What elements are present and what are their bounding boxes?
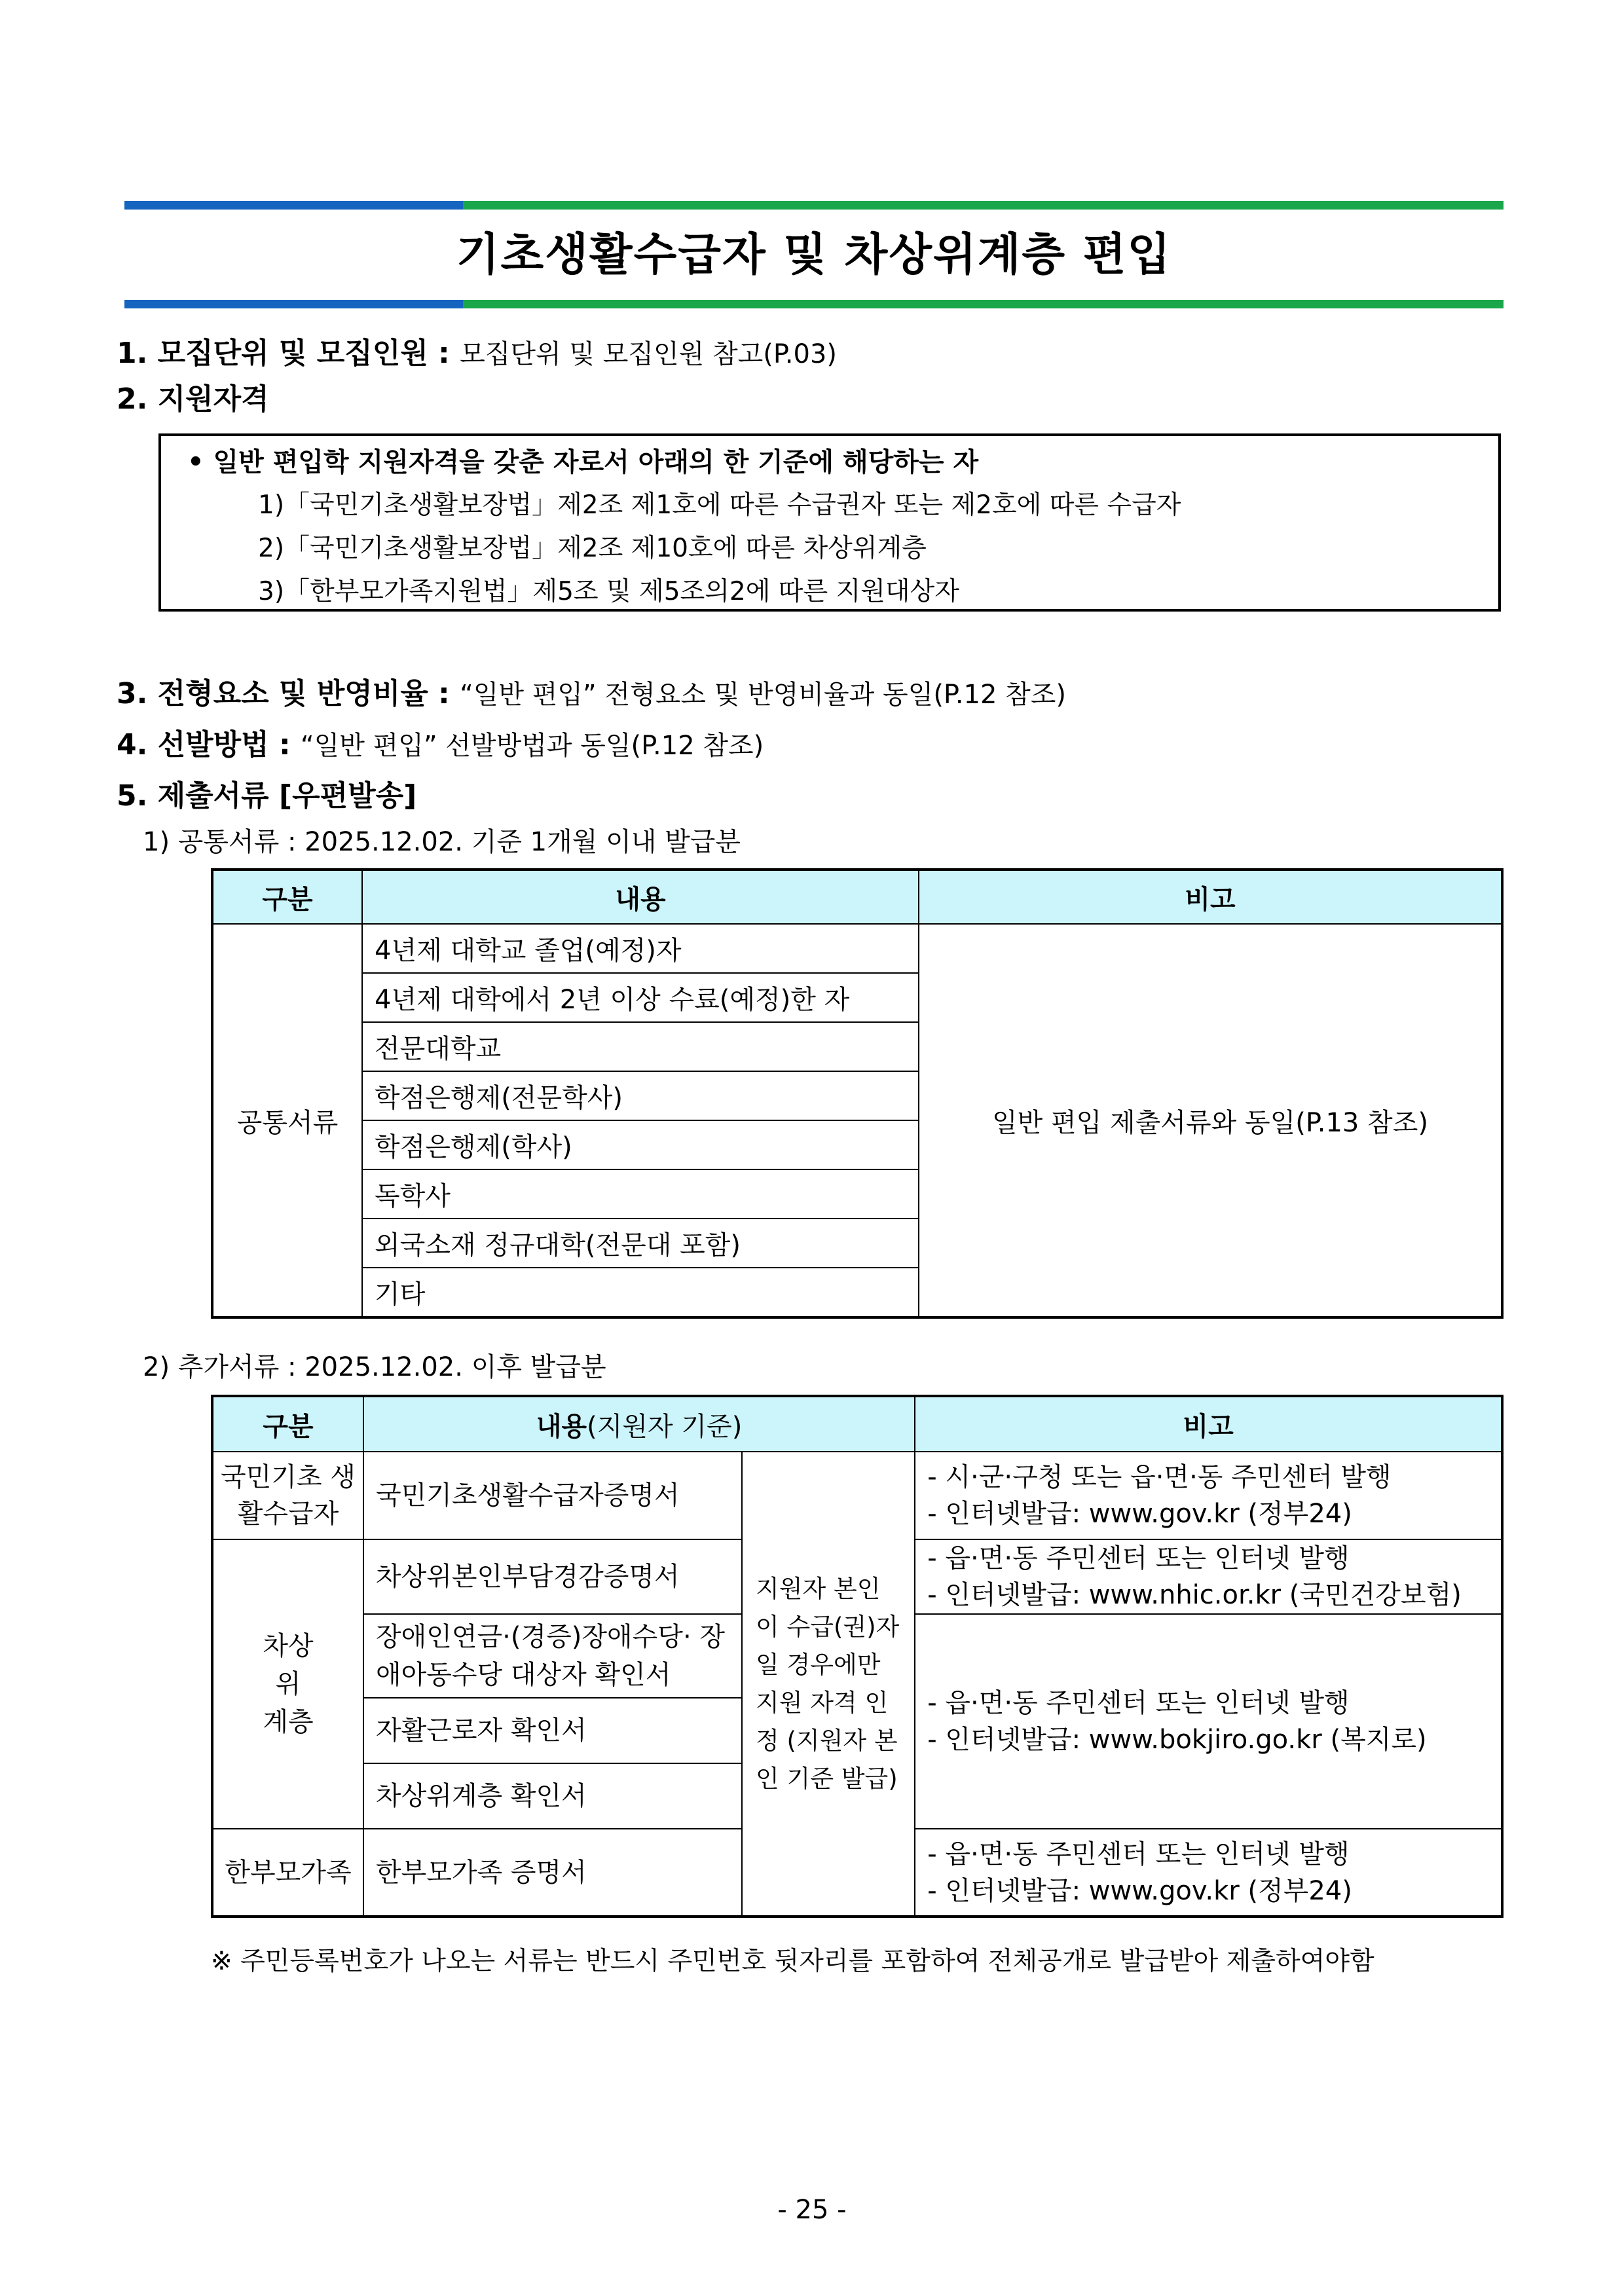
- table-header: [363, 1396, 915, 1452]
- table-header-sub: (지원자 기준): [587, 1411, 743, 1442]
- table-cell: 기타: [362, 1268, 919, 1317]
- table-cell: 전문대학교: [362, 1022, 919, 1071]
- common-docs-table: [211, 868, 1504, 1319]
- title-bar-bottom: [124, 300, 1504, 308]
- note-line: - 인터넷발급: www.bokjiro.go.kr (복지로): [927, 1725, 1427, 1755]
- table-cell: 학점은행제(전문학사): [362, 1071, 919, 1120]
- footnote: ※ 주민등록번호가 나오는 서류는 반드시 주민번호 뒷자리를 포함하여 전체공개로 발급받아 제출하여야함: [211, 1947, 1375, 1976]
- table-header-bold: 내용: [536, 1411, 587, 1442]
- note-line: - 인터넷발급: www.gov.kr (정부24): [927, 1499, 1352, 1529]
- category-cell: 한부모가족: [212, 1829, 363, 1917]
- section-4-heading: 4. 선발방법: [117, 728, 269, 762]
- section-1-text: 모집단위 및 모집인원 참고(P.03): [460, 339, 837, 369]
- note-line: - 읍·면·동 주민센터 또는 인터넷 발행: [927, 1543, 1350, 1573]
- note-line: - 인터넷발급: www.nhic.or.kr (국민건강보험): [927, 1580, 1462, 1610]
- eligibility-lead: • 일반 편입학 지원자격을 갖춘 자로서 아래의 한 기준에 해당하는 자: [187, 447, 979, 477]
- section-1: 1. 모집단위 및 모집인원 : 모집단위 및 모집인원 참고(P.03): [117, 337, 837, 370]
- table-cell: 자활근로자 확인서: [363, 1698, 742, 1763]
- category-cell: 공통서류: [212, 924, 362, 1317]
- table-cell: 국민기초생활수급자증명서: [363, 1452, 742, 1539]
- extra-docs-table: [211, 1395, 1504, 1918]
- table-header: 비고: [915, 1396, 1502, 1452]
- section-5-heading: 5. 제출서류 [우편발송]: [117, 779, 417, 813]
- page-number: - 25 -: [777, 2195, 847, 2225]
- category-cell: 차상위 계층: [212, 1539, 363, 1829]
- table-cell: 차상위계층 확인서: [363, 1763, 742, 1829]
- eligibility-item: 1)「국민기초생활보장법」제2조 제1호에 따른 수급권자 또는 제2호에 따른 수급자: [258, 490, 1181, 520]
- table-header: 내용: [362, 870, 919, 924]
- eligibility-item: 2)「국민기초생활보장법」제2조 제10호에 따른 차상위계층: [258, 534, 927, 563]
- category-cell: 국민기초 생활수급자: [212, 1452, 363, 1539]
- section-5: [117, 777, 416, 816]
- section-2-heading: 2. 지원자격: [117, 382, 269, 416]
- note-cell: [915, 1829, 1502, 1917]
- section-2: [117, 380, 269, 419]
- section-3: 3. 전형요소 및 반영비율 : “일반 편입” 전형요소 및 반영비율과 동일(P.12 참조): [117, 677, 1067, 710]
- table-header: 구분: [212, 1396, 363, 1452]
- table-cell: 독학사: [362, 1169, 919, 1219]
- section-4: 4. 선발방법 : “일반 편입” 선발방법과 동일(P.12 참조): [117, 728, 764, 762]
- table-cell: 4년제 대학교 졸업(예정)자: [362, 924, 919, 973]
- page-title: 기초생활수급자 및 차상위계층 편입: [456, 229, 1172, 281]
- section-3-text: “일반 편입” 전형요소 및 반영비율과 동일(P.12 참조): [460, 680, 1067, 710]
- note-cell: [915, 1614, 1502, 1829]
- table-cell: 4년제 대학에서 2년 이상 수료(예정)한 자: [362, 973, 919, 1022]
- common-docs-caption: 1) 공통서류 : 2025.12.02. 기준 1개월 이내 발급분: [143, 827, 741, 857]
- table-header: 비고: [919, 870, 1502, 924]
- title-bar-top: [124, 201, 1504, 210]
- table-cell: 차상위본인부담경감증명서: [363, 1539, 742, 1614]
- section-4-text: “일반 편입” 선발방법과 동일(P.12 참조): [300, 731, 764, 761]
- note-line: - 인터넷발급: www.gov.kr (정부24): [927, 1875, 1352, 1906]
- middle-note-cell: 지원자 본인이 수급(권)자일 경우에만 지원 자격 인정 (지원자 본인 기준 발급): [742, 1452, 915, 1917]
- note-line: - 읍·면·동 주민센터 또는 인터넷 발행: [927, 1688, 1350, 1718]
- note-cell: [915, 1539, 1502, 1614]
- section-1-heading: 1. 모집단위 및 모집인원: [117, 337, 428, 370]
- eligibility-box: [158, 433, 1501, 612]
- table-cell: 장애인연금·(경증)장애수당· 장애아동수당 대상자 확인서: [363, 1614, 742, 1698]
- table-header: 구분: [212, 870, 362, 924]
- section-3-heading: 3. 전형요소 및 반영비율: [117, 677, 428, 710]
- table-cell: 한부모가족 증명서: [363, 1829, 742, 1917]
- note-line: - 시·군·구청 또는 읍·면·동 주민센터 발행: [927, 1462, 1392, 1492]
- table-cell: 학점은행제(학사): [362, 1120, 919, 1169]
- note-cell: 일반 편입 제출서류와 동일(P.13 참조): [919, 924, 1502, 1317]
- note-line: - 읍·면·동 주민센터 또는 인터넷 발행: [927, 1839, 1350, 1869]
- table-cell: 외국소재 정규대학(전문대 포함): [362, 1219, 919, 1268]
- extra-docs-caption: 2) 추가서류 : 2025.12.02. 이후 발급분: [143, 1352, 606, 1382]
- eligibility-item: 3)「한부모가족지원법」제5조 및 제5조의2에 따른 지원대상자: [258, 577, 959, 606]
- note-cell: [915, 1452, 1502, 1539]
